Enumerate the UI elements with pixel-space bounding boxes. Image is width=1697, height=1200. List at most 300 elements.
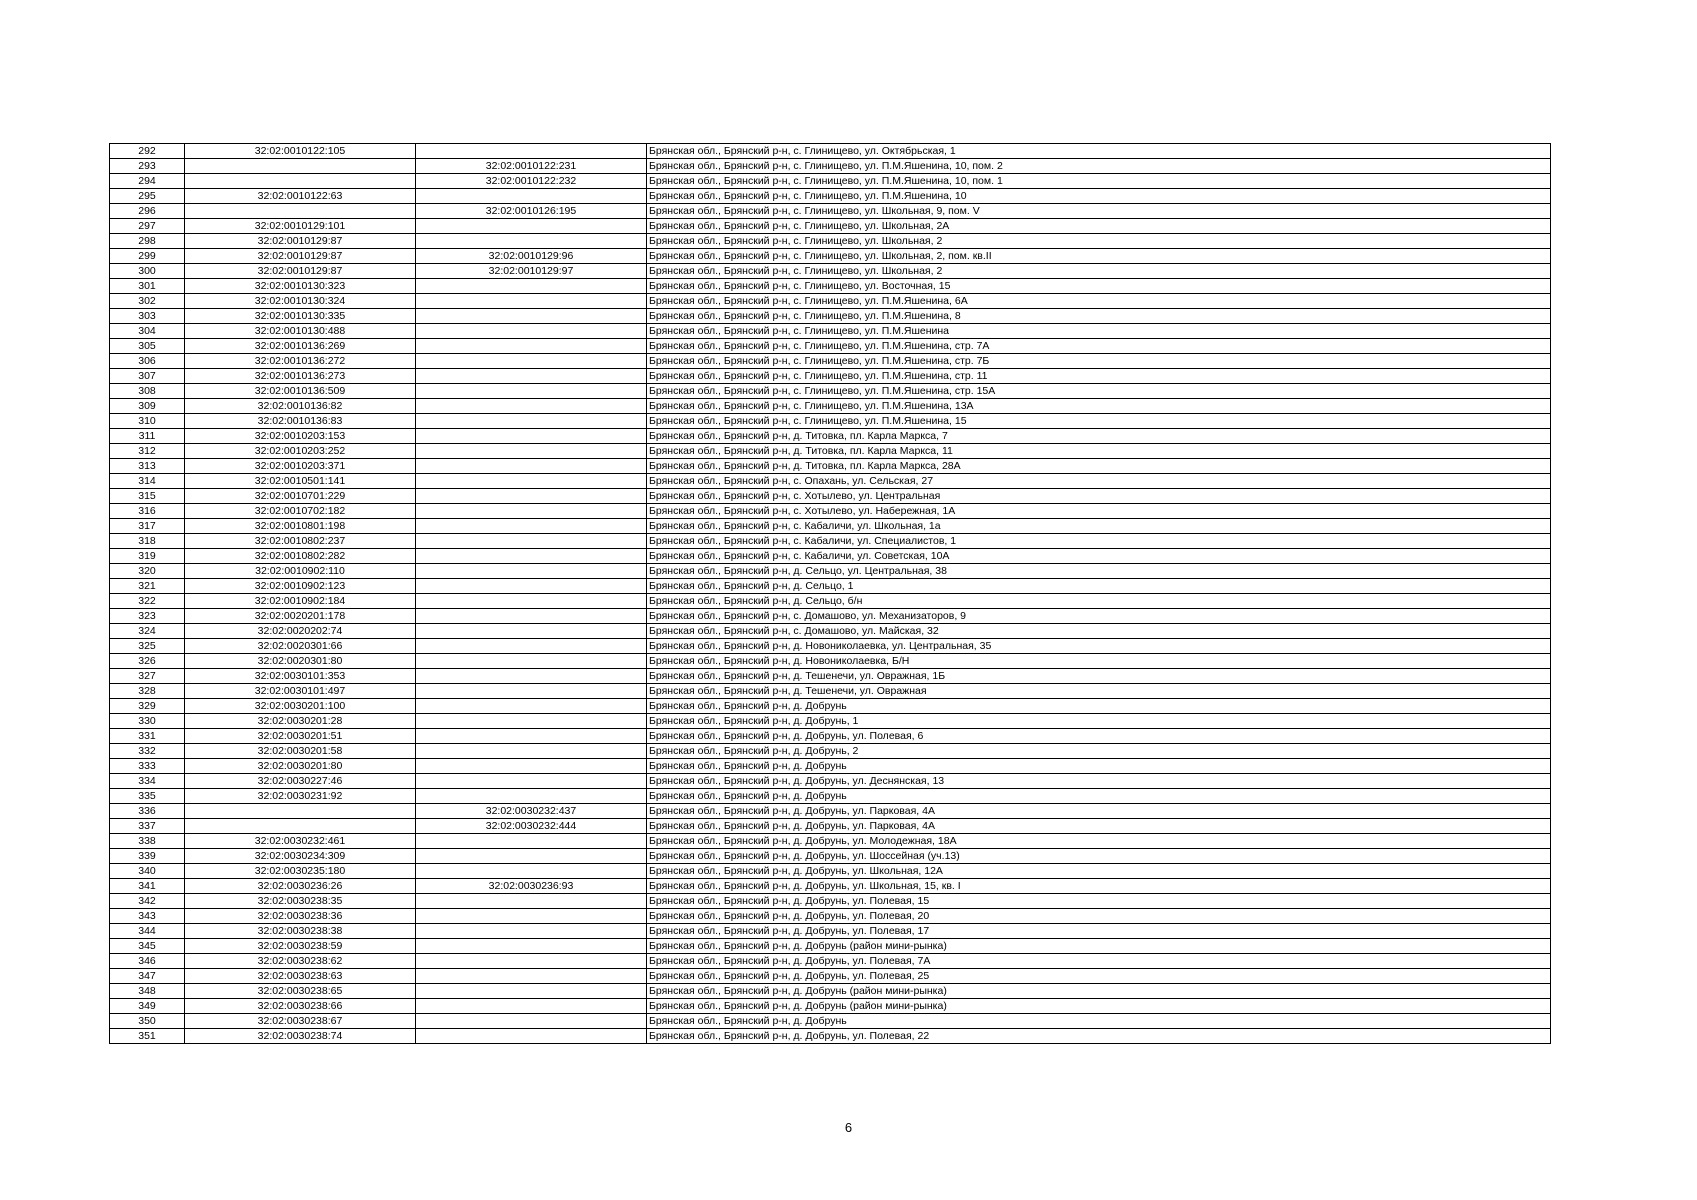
cadastral-number-cell: 32:02:0030238:38	[185, 924, 416, 939]
cadastral-number-cell	[185, 174, 416, 189]
row-number-cell: 292	[110, 144, 185, 159]
row-number-cell: 346	[110, 954, 185, 969]
object-cadastral-number-cell	[416, 354, 647, 369]
table-row	[110, 489, 1551, 504]
address-cell: Брянская обл., Брянский р-н, с. Глинищево, ул. Школьная, 2А	[647, 219, 1551, 234]
object-cadastral-number-cell	[416, 489, 647, 504]
table-row	[110, 369, 1551, 384]
cadastral-number-cell: 32:02:0010122:105	[185, 144, 416, 159]
row-number-cell: 324	[110, 624, 185, 639]
object-cadastral-number-cell	[416, 369, 647, 384]
address-cell: Брянская обл., Брянский р-н, д. Добрунь, ул. Полевая, 20	[647, 909, 1551, 924]
address-cell: Брянская обл., Брянский р-н, с. Домашово, ул. Майская, 32	[647, 624, 1551, 639]
row-number-cell: 298	[110, 234, 185, 249]
cadastral-number-cell: 32:02:0010129:87	[185, 234, 416, 249]
address-cell: Брянская обл., Брянский р-н, с. Глинищево, ул. Восточная, 15	[647, 279, 1551, 294]
row-number-cell: 293	[110, 159, 185, 174]
object-cadastral-number-cell	[416, 339, 647, 354]
cadastral-number-cell: 32:02:0010136:273	[185, 369, 416, 384]
object-cadastral-number-cell	[416, 849, 647, 864]
address-cell: Брянская обл., Брянский р-н, д. Добрунь, ул. Полевая, 17	[647, 924, 1551, 939]
row-number-cell: 312	[110, 444, 185, 459]
row-number-cell: 349	[110, 999, 185, 1014]
address-cell: Брянская обл., Брянский р-н, д. Добрунь	[647, 1014, 1551, 1029]
table-row	[110, 174, 1551, 189]
table-row	[110, 564, 1551, 579]
object-cadastral-number-cell	[416, 624, 647, 639]
cadastral-number-cell: 32:02:0030234:309	[185, 849, 416, 864]
row-number-cell: 342	[110, 894, 185, 909]
table-row	[110, 654, 1551, 669]
object-cadastral-number-cell	[416, 309, 647, 324]
row-number-cell: 303	[110, 309, 185, 324]
address-cell: Брянская обл., Брянский р-н, д. Добрунь (район мини-рынка)	[647, 939, 1551, 954]
row-number-cell: 345	[110, 939, 185, 954]
address-cell: Брянская обл., Брянский р-н, с. Глинищево, ул. Школьная, 2, пом. кв.II	[647, 249, 1551, 264]
table-row	[110, 999, 1551, 1014]
cadastral-number-cell: 32:02:0010702:182	[185, 504, 416, 519]
object-cadastral-number-cell: 32:02:0010122:232	[416, 174, 647, 189]
address-cell: Брянская обл., Брянский р-н, д. Добрунь, ул. Полевая, 25	[647, 969, 1551, 984]
address-cell: Брянская обл., Брянский р-н, д. Добрунь, ул. Полевая, 15	[647, 894, 1551, 909]
cadastral-number-cell: 32:02:0030201:58	[185, 744, 416, 759]
object-cadastral-number-cell	[416, 534, 647, 549]
row-number-cell: 336	[110, 804, 185, 819]
row-number-cell: 319	[110, 549, 185, 564]
row-number-cell: 350	[110, 1014, 185, 1029]
cadastral-number-cell: 32:02:0030238:62	[185, 954, 416, 969]
row-number-cell: 351	[110, 1029, 185, 1044]
row-number-cell: 329	[110, 699, 185, 714]
row-number-cell: 307	[110, 369, 185, 384]
object-cadastral-number-cell	[416, 984, 647, 999]
table-row	[110, 669, 1551, 684]
cadastral-number-cell: 32:02:0030238:74	[185, 1029, 416, 1044]
table-row	[110, 234, 1551, 249]
row-number-cell: 309	[110, 399, 185, 414]
address-cell: Брянская обл., Брянский р-н, д. Добрунь, ул. Шоссейная (уч.13)	[647, 849, 1551, 864]
address-cell: Брянская обл., Брянский р-н, с. Глинищево, ул. П.М.Яшенина, стр. 7А	[647, 339, 1551, 354]
table-row	[110, 894, 1551, 909]
cadastral-number-cell: 32:02:0030238:67	[185, 1014, 416, 1029]
row-number-cell: 321	[110, 579, 185, 594]
row-number-cell: 334	[110, 774, 185, 789]
cadastral-number-cell: 32:02:0030201:80	[185, 759, 416, 774]
object-cadastral-number-cell	[416, 699, 647, 714]
cadastral-number-cell: 32:02:0010129:87	[185, 249, 416, 264]
cadastral-number-cell: 32:02:0010701:229	[185, 489, 416, 504]
address-cell: Брянская обл., Брянский р-н, с. Глинищево, ул. Школьная, 2	[647, 234, 1551, 249]
object-cadastral-number-cell	[416, 954, 647, 969]
row-number-cell: 304	[110, 324, 185, 339]
cadastral-number-cell: 32:02:0010501:141	[185, 474, 416, 489]
row-number-cell: 338	[110, 834, 185, 849]
object-cadastral-number-cell: 32:02:0010129:97	[416, 264, 647, 279]
address-cell: Брянская обл., Брянский р-н, д. Новониколаевка, Б/Н	[647, 654, 1551, 669]
object-cadastral-number-cell	[416, 294, 647, 309]
address-cell: Брянская обл., Брянский р-н, с. Глинищево, ул. П.М.Яшенина, стр. 15А	[647, 384, 1551, 399]
table-row	[110, 189, 1551, 204]
row-number-cell: 317	[110, 519, 185, 534]
address-cell: Брянская обл., Брянский р-н, с. Домашово, ул. Механизаторов, 9	[647, 609, 1551, 624]
address-cell: Брянская обл., Брянский р-н, с. Хотылево, ул. Набережная, 1А	[647, 504, 1551, 519]
table-row	[110, 504, 1551, 519]
cadastral-number-cell: 32:02:0010136:509	[185, 384, 416, 399]
row-number-cell: 340	[110, 864, 185, 879]
object-cadastral-number-cell	[416, 384, 647, 399]
table-row	[110, 774, 1551, 789]
object-cadastral-number-cell	[416, 714, 647, 729]
table-row	[110, 459, 1551, 474]
object-cadastral-number-cell	[416, 444, 647, 459]
address-cell: Брянская обл., Брянский р-н, д. Добрунь	[647, 789, 1551, 804]
address-cell: Брянская обл., Брянский р-н, д. Добрунь, ул. Молодежная, 18А	[647, 834, 1551, 849]
cadastral-number-cell: 32:02:0010130:335	[185, 309, 416, 324]
address-cell: Брянская обл., Брянский р-н, с. Опахань, ул. Сельская, 27	[647, 474, 1551, 489]
cadastral-number-cell: 32:02:0030101:497	[185, 684, 416, 699]
table-row	[110, 354, 1551, 369]
cadastral-number-cell: 32:02:0030238:35	[185, 894, 416, 909]
table-row	[110, 384, 1551, 399]
object-cadastral-number-cell	[416, 639, 647, 654]
table-row	[110, 714, 1551, 729]
table-row	[110, 909, 1551, 924]
object-cadastral-number-cell	[416, 969, 647, 984]
object-cadastral-number-cell: 32:02:0010129:96	[416, 249, 647, 264]
address-cell: Брянская обл., Брянский р-н, д. Добрунь, ул. Полевая, 7А	[647, 954, 1551, 969]
row-number-cell: 331	[110, 729, 185, 744]
table-row	[110, 324, 1551, 339]
cadastral-number-cell: 32:02:0010136:82	[185, 399, 416, 414]
cadastral-number-cell: 32:02:0010902:184	[185, 594, 416, 609]
cadastral-number-cell: 32:02:0010136:269	[185, 339, 416, 354]
address-cell: Брянская обл., Брянский р-н, с. Глинищево, ул. Школьная, 2	[647, 264, 1551, 279]
table-row	[110, 684, 1551, 699]
table-row	[110, 579, 1551, 594]
row-number-cell: 308	[110, 384, 185, 399]
address-cell: Брянская обл., Брянский р-н, д. Сельцо, ул. Центральная, 38	[647, 564, 1551, 579]
cadastral-number-cell: 32:02:0010122:63	[185, 189, 416, 204]
row-number-cell: 295	[110, 189, 185, 204]
address-cell: Брянская обл., Брянский р-н, д. Добрунь	[647, 699, 1551, 714]
row-number-cell: 337	[110, 819, 185, 834]
address-cell: Брянская обл., Брянский р-н, д. Добрунь, ул. Полевая, 22	[647, 1029, 1551, 1044]
row-number-cell: 322	[110, 594, 185, 609]
object-cadastral-number-cell	[416, 504, 647, 519]
address-cell: Брянская обл., Брянский р-н, д. Сельцо, б/н	[647, 594, 1551, 609]
object-cadastral-number-cell	[416, 279, 647, 294]
object-cadastral-number-cell	[416, 219, 647, 234]
cadastral-number-cell: 32:02:0030238:66	[185, 999, 416, 1014]
table-row	[110, 624, 1551, 639]
table-row	[110, 594, 1551, 609]
cadastral-number-cell: 32:02:0010130:488	[185, 324, 416, 339]
table-row	[110, 819, 1551, 834]
object-cadastral-number-cell	[416, 999, 647, 1014]
address-cell: Брянская обл., Брянский р-н, д. Добрунь, 2	[647, 744, 1551, 759]
table-row	[110, 609, 1551, 624]
object-cadastral-number-cell	[416, 519, 647, 534]
row-number-cell: 315	[110, 489, 185, 504]
row-number-cell: 333	[110, 759, 185, 774]
object-cadastral-number-cell: 32:02:0030236:93	[416, 879, 647, 894]
address-cell: Брянская обл., Брянский р-н, д. Добрунь (район мини-рынка)	[647, 999, 1551, 1014]
row-number-cell: 347	[110, 969, 185, 984]
cadastral-number-cell: 32:02:0010801:198	[185, 519, 416, 534]
row-number-cell: 327	[110, 669, 185, 684]
cadastral-number-cell: 32:02:0030238:36	[185, 909, 416, 924]
row-number-cell: 320	[110, 564, 185, 579]
cadastral-number-cell: 32:02:0020301:80	[185, 654, 416, 669]
table-row	[110, 804, 1551, 819]
address-cell: Брянская обл., Брянский р-н, с. Кабаличи, ул. Школьная, 1а	[647, 519, 1551, 534]
cadastral-number-cell: 32:02:0030101:353	[185, 669, 416, 684]
table-row	[110, 144, 1551, 159]
table-row	[110, 279, 1551, 294]
cadastral-number-cell: 32:02:0030232:461	[185, 834, 416, 849]
cadastral-number-cell: 32:02:0030238:59	[185, 939, 416, 954]
address-cell: Брянская обл., Брянский р-н, д. Добрунь, ул. Школьная, 12А	[647, 864, 1551, 879]
address-cell: Брянская обл., Брянский р-н, с. Глинищево, ул. П.М.Яшенина, 15	[647, 414, 1551, 429]
address-cell: Брянская обл., Брянский р-н, с. Глинищево, ул. П.М.Яшенина, 8	[647, 309, 1551, 324]
table-row	[110, 939, 1551, 954]
cadastral-number-cell: 32:02:0030235:180	[185, 864, 416, 879]
object-cadastral-number-cell	[416, 1014, 647, 1029]
table-row	[110, 264, 1551, 279]
address-cell: Брянская обл., Брянский р-н, д. Добрунь, ул. Парковая, 4А	[647, 819, 1551, 834]
cadastral-number-cell: 32:02:0010203:252	[185, 444, 416, 459]
cadastral-number-cell: 32:02:0020202:74	[185, 624, 416, 639]
cadastral-number-cell: 32:02:0020301:66	[185, 639, 416, 654]
object-cadastral-number-cell	[416, 399, 647, 414]
address-cell: Брянская обл., Брянский р-н, с. Глинищево, ул. П.М.Яшенина, 10	[647, 189, 1551, 204]
cadastral-number-cell: 32:02:0010129:87	[185, 264, 416, 279]
address-cell: Брянская обл., Брянский р-н, с. Глинищево, ул. Октябрьская, 1	[647, 144, 1551, 159]
address-cell: Брянская обл., Брянский р-н, д. Сельцо, 1	[647, 579, 1551, 594]
object-cadastral-number-cell	[416, 939, 647, 954]
cadastral-number-cell: 32:02:0010802:237	[185, 534, 416, 549]
object-cadastral-number-cell	[416, 579, 647, 594]
cadastral-number-cell: 32:02:0010130:323	[185, 279, 416, 294]
row-number-cell: 301	[110, 279, 185, 294]
table-row	[110, 534, 1551, 549]
object-cadastral-number-cell	[416, 564, 647, 579]
table-row	[110, 954, 1551, 969]
row-number-cell: 318	[110, 534, 185, 549]
object-cadastral-number-cell	[416, 324, 647, 339]
row-number-cell: 325	[110, 639, 185, 654]
address-cell: Брянская обл., Брянский р-н, с. Глинищево, ул. П.М.Яшенина, 10, пом. 1	[647, 174, 1551, 189]
cadastral-number-cell: 32:02:0030201:51	[185, 729, 416, 744]
address-cell: Брянская обл., Брянский р-н, с. Глинищево, ул. П.М.Яшенина, стр. 7Б	[647, 354, 1551, 369]
object-cadastral-number-cell	[416, 669, 647, 684]
object-cadastral-number-cell	[416, 684, 647, 699]
address-cell: Брянская обл., Брянский р-н, с. Глинищево, ул. П.М.Яшенина, 10, пом. 2	[647, 159, 1551, 174]
row-number-cell: 313	[110, 459, 185, 474]
table-row	[110, 429, 1551, 444]
row-number-cell: 341	[110, 879, 185, 894]
address-cell: Брянская обл., Брянский р-н, д. Новониколаевка, ул. Центральная, 35	[647, 639, 1551, 654]
address-cell: Брянская обл., Брянский р-н, д. Титовка, пл. Карла Маркса, 11	[647, 444, 1551, 459]
table-row	[110, 834, 1551, 849]
address-cell: Брянская обл., Брянский р-н, д. Добрунь (район мини-рынка)	[647, 984, 1551, 999]
cadastral-number-cell: 32:02:0030236:26	[185, 879, 416, 894]
table-row	[110, 219, 1551, 234]
object-cadastral-number-cell	[416, 909, 647, 924]
table-row	[110, 474, 1551, 489]
cadastral-number-cell: 32:02:0010129:101	[185, 219, 416, 234]
object-cadastral-number-cell	[416, 1029, 647, 1044]
table-row	[110, 864, 1551, 879]
address-cell: Брянская обл., Брянский р-н, д. Тешенечи, ул. Овражная, 1Б	[647, 669, 1551, 684]
address-cell: Брянская обл., Брянский р-н, д. Титовка, пл. Карла Маркса, 7	[647, 429, 1551, 444]
object-cadastral-number-cell	[416, 894, 647, 909]
address-cell: Брянская обл., Брянский р-н, д. Тешенечи, ул. Овражная	[647, 684, 1551, 699]
object-cadastral-number-cell	[416, 924, 647, 939]
object-cadastral-number-cell	[416, 789, 647, 804]
cadastral-number-cell: 32:02:0010902:123	[185, 579, 416, 594]
object-cadastral-number-cell	[416, 729, 647, 744]
object-cadastral-number-cell: 32:02:0010122:231	[416, 159, 647, 174]
table-row	[110, 249, 1551, 264]
table-row	[110, 924, 1551, 939]
row-number-cell: 300	[110, 264, 185, 279]
object-cadastral-number-cell: 32:02:0030232:437	[416, 804, 647, 819]
table-row	[110, 294, 1551, 309]
address-cell: Брянская обл., Брянский р-н, с. Глинищево, ул. П.М.Яшенина	[647, 324, 1551, 339]
object-cadastral-number-cell	[416, 234, 647, 249]
row-number-cell: 297	[110, 219, 185, 234]
cadastral-number-cell: 32:02:0010902:110	[185, 564, 416, 579]
address-cell: Брянская обл., Брянский р-н, с. Кабаличи, ул. Специалистов, 1	[647, 534, 1551, 549]
row-number-cell: 316	[110, 504, 185, 519]
cadastral-number-cell: 32:02:0010802:282	[185, 549, 416, 564]
object-cadastral-number-cell	[416, 744, 647, 759]
table-row	[110, 339, 1551, 354]
table-body	[110, 144, 1551, 1044]
table-row	[110, 744, 1551, 759]
cadastral-number-cell: 32:02:0020201:178	[185, 609, 416, 624]
table-row	[110, 639, 1551, 654]
table-row	[110, 789, 1551, 804]
row-number-cell: 299	[110, 249, 185, 264]
row-number-cell: 328	[110, 684, 185, 699]
row-number-cell: 323	[110, 609, 185, 624]
row-number-cell: 306	[110, 354, 185, 369]
object-cadastral-number-cell	[416, 474, 647, 489]
address-cell: Брянская обл., Брянский р-н, с. Глинищево, ул. П.М.Яшенина, 13А	[647, 399, 1551, 414]
cadastral-number-cell: 32:02:0010203:371	[185, 459, 416, 474]
address-cell: Брянская обл., Брянский р-н, с. Глинищево, ул. Школьная, 9, пом. V	[647, 204, 1551, 219]
address-cell: Брянская обл., Брянский р-н, д. Добрунь, ул. Деснянская, 13	[647, 774, 1551, 789]
row-number-cell: 335	[110, 789, 185, 804]
row-number-cell: 302	[110, 294, 185, 309]
address-cell: Брянская обл., Брянский р-н, д. Добрунь, ул. Парковая, 4А	[647, 804, 1551, 819]
object-cadastral-number-cell	[416, 459, 647, 474]
address-cell: Брянская обл., Брянский р-н, д. Добрунь, ул. Полевая, 6	[647, 729, 1551, 744]
table-row	[110, 204, 1551, 219]
row-number-cell: 305	[110, 339, 185, 354]
cadastral-number-cell: 32:02:0010203:153	[185, 429, 416, 444]
table-row	[110, 699, 1551, 714]
object-cadastral-number-cell	[416, 609, 647, 624]
object-cadastral-number-cell	[416, 594, 647, 609]
address-cell: Брянская обл., Брянский р-н, д. Добрунь, ул. Школьная, 15, кв. I	[647, 879, 1551, 894]
page-number: 6	[844, 1120, 853, 1135]
table-row	[110, 414, 1551, 429]
row-number-cell: 326	[110, 654, 185, 669]
row-number-cell: 330	[110, 714, 185, 729]
cadastral-number-cell: 32:02:0030201:28	[185, 714, 416, 729]
table-row	[110, 159, 1551, 174]
table-row	[110, 729, 1551, 744]
address-cell: Брянская обл., Брянский р-н, с. Глинищево, ул. П.М.Яшенина, стр. 11	[647, 369, 1551, 384]
cadastral-number-cell: 32:02:0030238:63	[185, 969, 416, 984]
object-cadastral-number-cell	[416, 834, 647, 849]
table-row	[110, 849, 1551, 864]
cadastral-number-cell: 32:02:0030238:65	[185, 984, 416, 999]
row-number-cell: 296	[110, 204, 185, 219]
row-number-cell: 332	[110, 744, 185, 759]
table-row	[110, 519, 1551, 534]
table-row	[110, 759, 1551, 774]
object-cadastral-number-cell	[416, 759, 647, 774]
cadastral-number-cell: 32:02:0010136:272	[185, 354, 416, 369]
table-row	[110, 969, 1551, 984]
row-number-cell: 311	[110, 429, 185, 444]
object-cadastral-number-cell: 32:02:0010126:195	[416, 204, 647, 219]
table-row	[110, 984, 1551, 999]
cadastral-number-cell: 32:02:0010130:324	[185, 294, 416, 309]
address-cell: Брянская обл., Брянский р-н, д. Добрунь	[647, 759, 1551, 774]
address-cell: Брянская обл., Брянский р-н, с. Глинищево, ул. П.М.Яшенина, 6А	[647, 294, 1551, 309]
table-row	[110, 549, 1551, 564]
table-row	[110, 399, 1551, 414]
table-row	[110, 309, 1551, 324]
object-cadastral-number-cell	[416, 549, 647, 564]
cadastral-number-cell	[185, 819, 416, 834]
row-number-cell: 314	[110, 474, 185, 489]
cadastral-number-cell	[185, 159, 416, 174]
address-cell: Брянская обл., Брянский р-н, с. Кабаличи, ул. Советская, 10А	[647, 549, 1551, 564]
table-row	[110, 879, 1551, 894]
row-number-cell: 343	[110, 909, 185, 924]
cadastral-number-cell: 32:02:0010136:83	[185, 414, 416, 429]
cadastral-number-cell	[185, 804, 416, 819]
object-cadastral-number-cell	[416, 414, 647, 429]
object-cadastral-number-cell	[416, 189, 647, 204]
row-number-cell: 310	[110, 414, 185, 429]
object-cadastral-number-cell: 32:02:0030232:444	[416, 819, 647, 834]
address-cell: Брянская обл., Брянский р-н, д. Титовка, пл. Карла Маркса, 28А	[647, 459, 1551, 474]
cadastral-number-cell: 32:02:0030201:100	[185, 699, 416, 714]
table-row	[110, 444, 1551, 459]
row-number-cell: 344	[110, 924, 185, 939]
cadastral-number-cell: 32:02:0030231:92	[185, 789, 416, 804]
table-row	[110, 1014, 1551, 1029]
row-number-cell: 294	[110, 174, 185, 189]
row-number-cell: 348	[110, 984, 185, 999]
object-cadastral-number-cell	[416, 864, 647, 879]
object-cadastral-number-cell	[416, 144, 647, 159]
row-number-cell: 339	[110, 849, 185, 864]
object-cadastral-number-cell	[416, 654, 647, 669]
address-cell: Брянская обл., Брянский р-н, с. Хотылево, ул. Центральная	[647, 489, 1551, 504]
address-cell: Брянская обл., Брянский р-н, д. Добрунь, 1	[647, 714, 1551, 729]
cadastral-number-cell: 32:02:0030227:46	[185, 774, 416, 789]
table-row	[110, 1029, 1551, 1044]
object-cadastral-number-cell	[416, 774, 647, 789]
